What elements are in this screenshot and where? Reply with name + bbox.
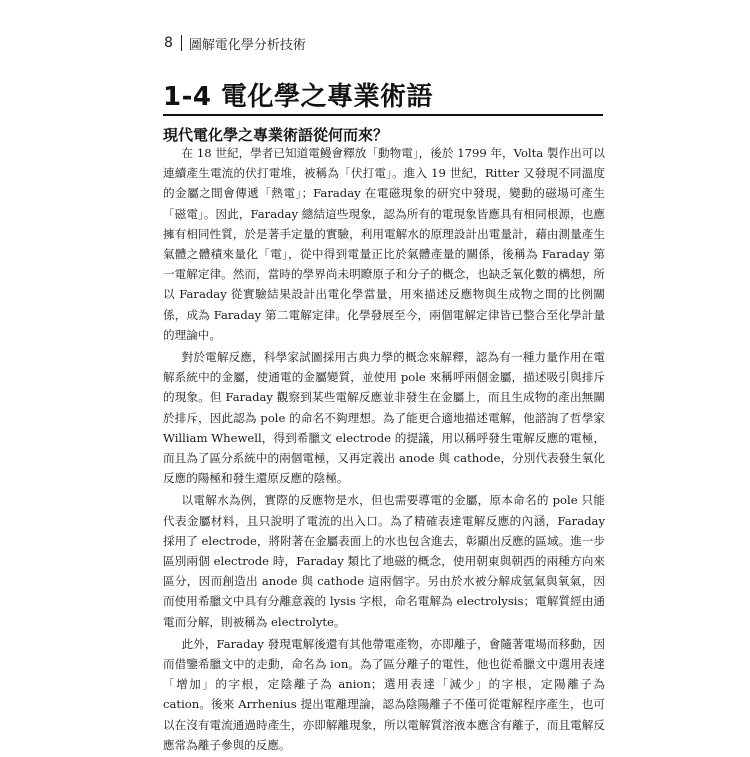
subsection-title: 現代電化學之專業術語從何而來？ [163, 126, 389, 144]
body-text [163, 143, 605, 757]
section-title-rule [163, 114, 603, 116]
running-header [164, 34, 306, 52]
book-title: 圖解電化學分析技術 [188, 37, 306, 53]
paragraph: 以電解水為例，實際的反應物是水，但也需要導電的金屬，原本命名的 pole 只能代表金屬材料，且只說明了電流的出入口。為了精確表達電解反應的內涵，Faraday 採用了 electrode，將附著在金屬表面上的水也包含進去，彰顯出反應的區域。進一步區別兩個 electrode 時，Faraday 類比了地磁的概念，使用朝東與朝西的兩種方向來區分，因而創造出 anode 與 cathode 這兩個字。另由於水被分解成氫氣與氧氣，因而使用希臘文中具有分離意義的 lysis 字根，命名電解為 electrolysis；電解質經由通電而分解，則被稱為 electrolyte。 [163, 493, 605, 629]
header-divider [181, 35, 182, 51]
paragraph: 對於電解反應，科學家試圖採用古典力學的概念來解釋，認為有一種力量作用在電解系統中的金屬，使通電的金屬變質，並使用 pole 來稱呼兩個金屬，描述吸引與排斥的現象。但 Faraday 觀察到某些電解反應並非發生在金屬上，而且生成物的產出無關於排斥，因此認為 pole 的命名不夠理想。為了能更合適地描述電解，他諮詢了哲學家 William Whewell，得到希臘文 electrode 的提議，用以稱呼發生電解反應的電極，而且為了區分系統中的兩個電極，又再定義出 anode 與 cathode，分別代表發生氧化反應的陽極和發生還原反應的陰極。 [163, 350, 605, 486]
page-number: 8 [164, 35, 173, 51]
section-title: 1-4 電化學之專業術語 [163, 82, 434, 112]
paragraph: 在 18 世紀，學者已知道電鰻會釋放「動物電」，後於 1799 年，Volta 製作出可以連續產生電流的伏打電堆，被稱為「伏打電」。進入 19 世紀，Ritter 又發現不同溫度的金屬之間會傳遞「熱電」；Faraday 在電磁現象的研究中發現，變動的磁場可產生「磁電」。因此，Faraday 總結這些現象，認為所有的電現象皆應具有相同根源，也應擁有相同性質，於是著手定量的實驗，利用電解水的原理設計出電量計，藉由測量產生氣體之體積來量化「電」，從中得到電量正比於氣體產量的關係，後稱為 Faraday 第一電解定律。然而，當時的學界尚未明瞭原子和分子的概念，也缺乏氧化數的構想，所以 Faraday 從實驗結果設計出電化學當量，用來描述反應物與生成物之間的比例關係，成為 Faraday 第二電解定律。化學發展至今，兩個電解定律皆已整合至化學計量的理論中。 [163, 146, 605, 342]
paragraph: 此外，Faraday 發現電解後還有其他帶電產物，亦即離子，會隨著電場而移動，因而借鑒希臘文中的走動，命名為 ion。為了區分離子的電性，他也從希臘文中選用表達「增加」的字根，定陰離子為 anion；選用表達「減少」的字根，定陽離子為 cation。後來 Arrhenius 提出電離理論，認為陰陽離子不僅可從電解程序產生，也可以在沒有電流通過時產生，亦即解離現象，所以電解質溶液本應含有離子，而且電解反應常為離子參與的反應。 [163, 636, 605, 752]
